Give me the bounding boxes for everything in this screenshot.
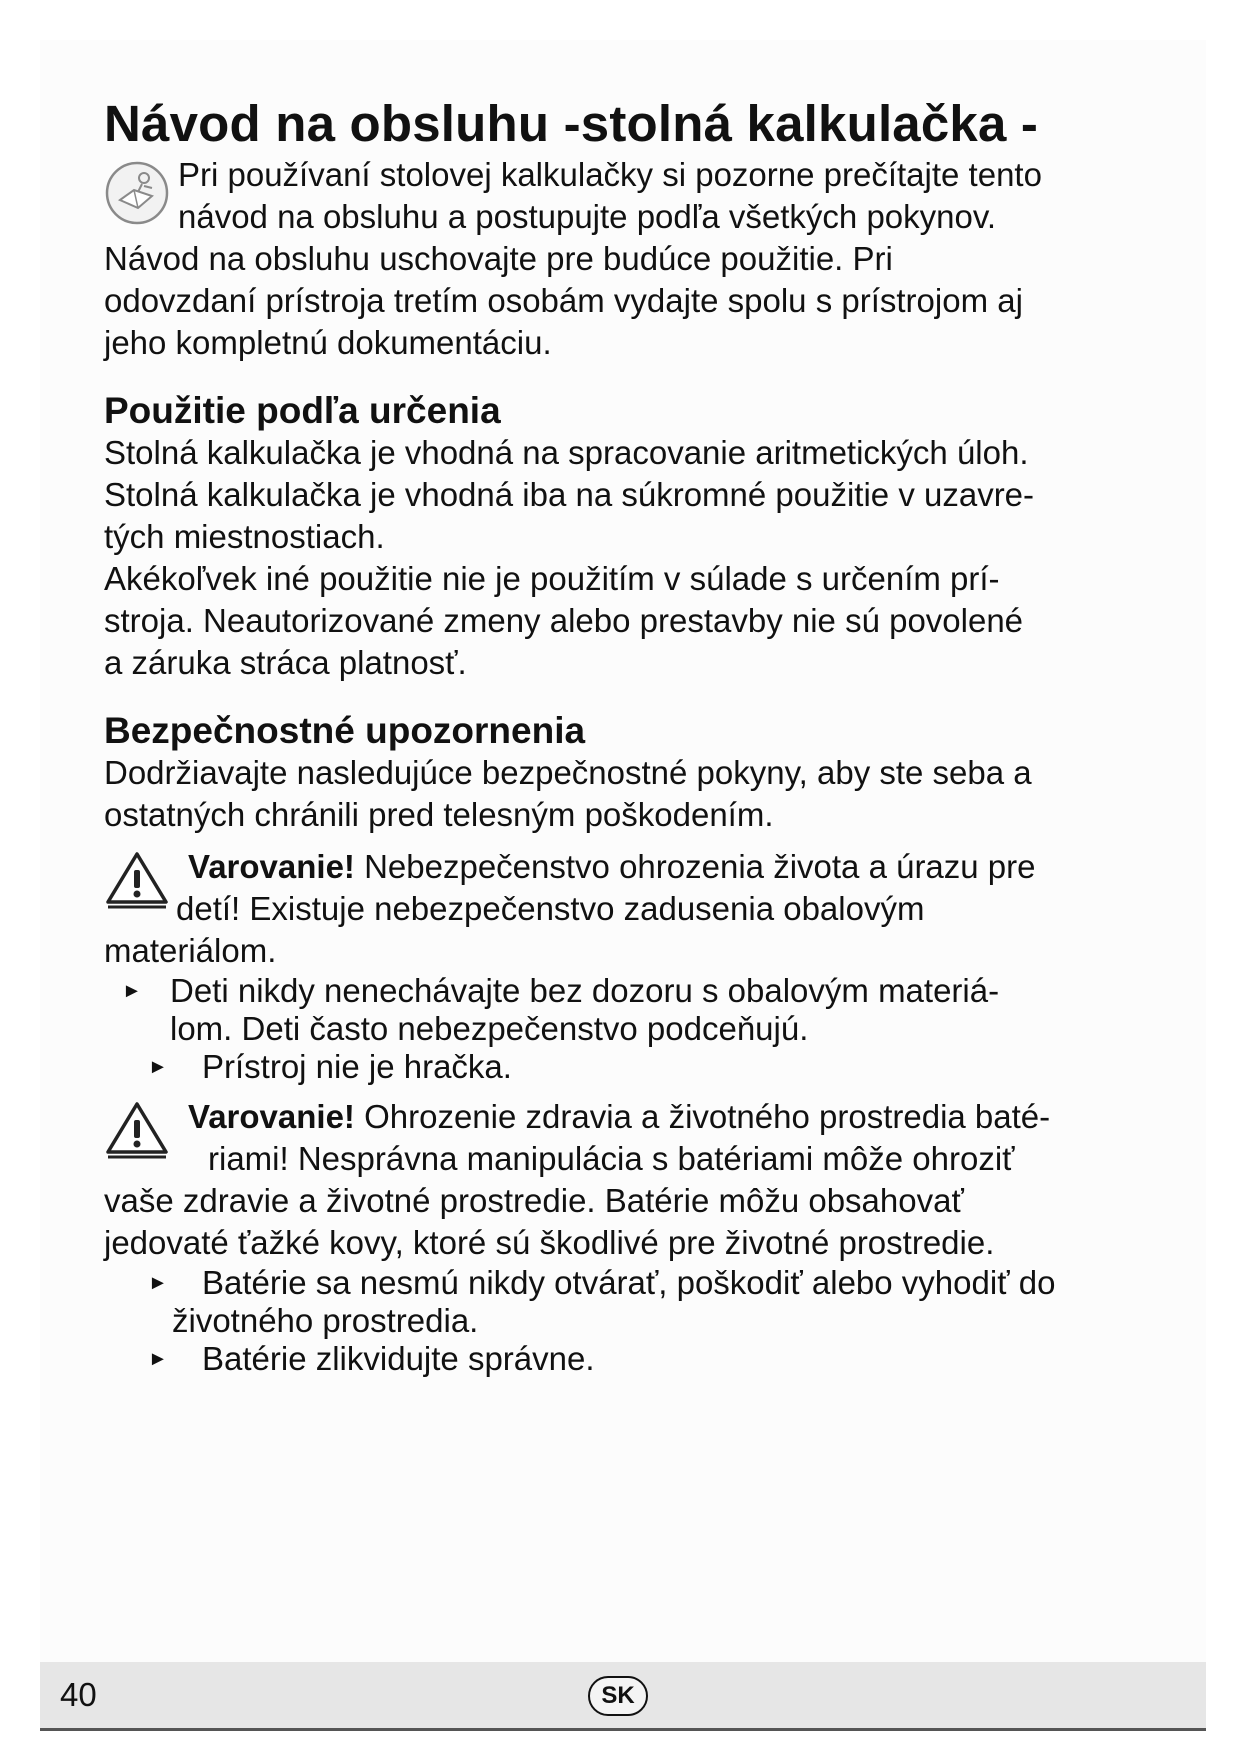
list-item xyxy=(104,1340,1144,1378)
list-item xyxy=(104,1048,1144,1086)
language-badge: SK xyxy=(588,1676,648,1716)
intro-line: návod na obsluhu a postupujte podľa všetkých pokynov. xyxy=(178,198,997,235)
safety-line: Dodržiavajte nasledujúce bezpečnostné pokyny, aby ste seba a xyxy=(104,754,1032,791)
document-content xyxy=(104,96,1144,1378)
intended-use-line: a záruka stráca platnosť. xyxy=(104,644,467,681)
warning-text: Nebezpečenstvo ohrozenia života a úrazu pre xyxy=(354,848,1036,885)
warning-label: Varovanie! xyxy=(188,848,355,885)
page-title: Návod na obsluhu -stolná kalkulačka - xyxy=(104,95,1039,152)
bullet-arrow-icon: ► xyxy=(122,980,142,1002)
warning-label: Varovanie! xyxy=(188,1098,355,1135)
bullet-arrow-icon: ► xyxy=(148,1348,168,1370)
warning-line xyxy=(104,846,1144,888)
safety-line: ostatných chránili pred telesným poškodením. xyxy=(104,796,774,833)
warning-triangle-icon xyxy=(104,850,170,910)
intended-use-line: tých miestnostiach. xyxy=(104,518,385,555)
warning-triangle-icon xyxy=(104,1100,170,1160)
intro-line: Návod na obsluhu uschovajte pre budúce použitie. Pri xyxy=(104,240,893,277)
intro-line: jeho kompletnú dokumentáciu. xyxy=(104,324,552,361)
warning-line: vaše zdravie a životné prostredie. Batérie môžu obsahovať xyxy=(104,1182,964,1219)
bullet-arrow-icon: ► xyxy=(148,1272,168,1294)
intro-line: odovzdaní prístroja tretím osobám vydajte spolu s prístrojom aj xyxy=(104,282,1023,319)
page-number: 40 xyxy=(60,1676,97,1713)
list-item-text: Deti nikdy nenechávajte bez dozoru s obalovým materiá- xyxy=(170,972,1000,1009)
intended-use-line: Stolná kalkulačka je vhodná iba na súkromné použitie v uzavre- xyxy=(104,476,1035,513)
warning-text: Ohrozenie zdravia a životného prostredia baté- xyxy=(354,1098,1051,1135)
list-item-text: Batérie sa nesmú nikdy otvárať, poškodiť alebo vyhodiť do xyxy=(202,1264,1056,1301)
section-heading-intended-use: Použitie podľa určenia xyxy=(104,390,501,431)
list-item-text: lom. Deti často nebezpečenstvo podceňujú. xyxy=(170,1010,809,1047)
read-manual-icon xyxy=(104,160,170,226)
intro-block xyxy=(104,154,1144,238)
list-item xyxy=(104,972,1144,1048)
section-heading-safety: Bezpečnostné upozornenia xyxy=(104,710,586,751)
intro-line: Pri používaní stolovej kalkulačky si pozorne prečítajte tento xyxy=(178,156,1042,193)
warning-line: riami! Nesprávna manipulácia s batériami môže ohroziť xyxy=(208,1140,1015,1177)
intended-use-line: Stolná kalkulačka je vhodná na spracovanie aritmetických úloh. xyxy=(104,434,1029,471)
list-item-text: Prístroj nie je hračka. xyxy=(202,1048,512,1085)
intended-use-line: Akékoľvek iné použitie nie je použitím v súlade s určením prí- xyxy=(104,560,1000,597)
list-item-text: Batérie zlikvidujte správne. xyxy=(202,1340,595,1377)
bullet-arrow-icon: ► xyxy=(148,1056,168,1078)
list-item xyxy=(104,1264,1144,1340)
list-item-text: životného prostredia. xyxy=(172,1302,479,1339)
page-footer xyxy=(40,1662,1206,1731)
warning-block-batteries xyxy=(104,1096,1144,1180)
warning-block-children xyxy=(104,846,1144,930)
intended-use-line: stroja. Neautorizované zmeny alebo prestavby nie sú povolené xyxy=(104,602,1024,639)
warning-line xyxy=(104,1096,1144,1138)
warning-line: detí! Existuje nebezpečenstvo zadusenia obalovým xyxy=(176,890,925,927)
warning-line: jedovaté ťažké kovy, ktoré sú škodlivé pre životné prostredie. xyxy=(104,1224,995,1261)
warning-line: materiálom. xyxy=(104,932,277,969)
